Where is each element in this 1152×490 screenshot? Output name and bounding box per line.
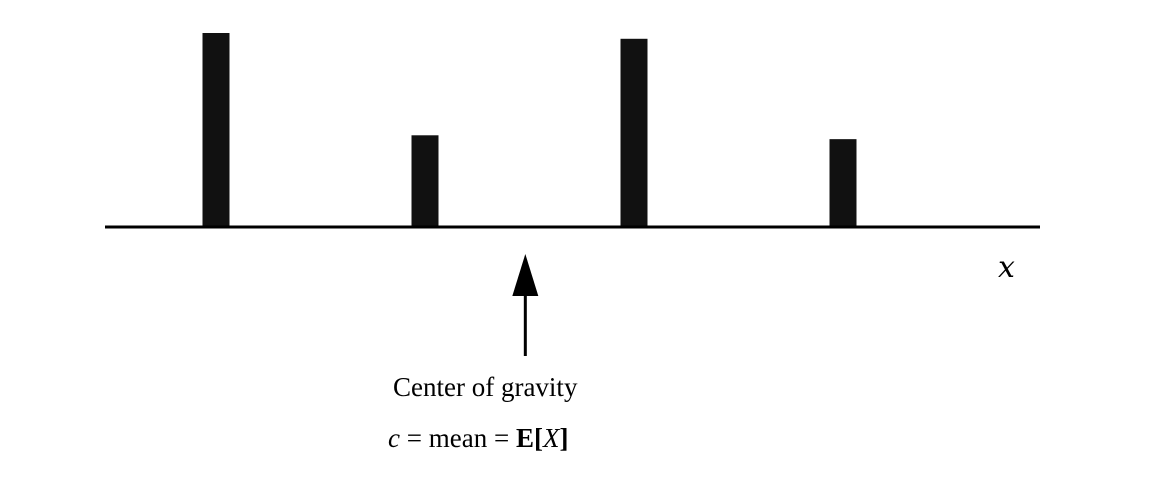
x-axis-label: x [998, 250, 1015, 285]
bracket-close: ] [559, 423, 569, 453]
equals-1: = [399, 423, 429, 453]
var-c: c [388, 423, 400, 453]
bar-3 [621, 39, 648, 226]
center-of-gravity-label: Center of gravity [393, 372, 578, 402]
bracket-open: [ [533, 423, 543, 453]
center-of-gravity-arrow [512, 254, 538, 356]
equals-2: = [487, 423, 516, 453]
bar-1 [203, 33, 230, 226]
var-X: X [542, 423, 560, 453]
bar-4 [830, 139, 857, 226]
mean-equation [388, 423, 568, 453]
bars-group [203, 33, 857, 226]
mean-word: mean [428, 423, 488, 453]
expectation-E: E [515, 423, 534, 453]
arrow-head [512, 254, 538, 296]
bar-2 [412, 135, 439, 226]
